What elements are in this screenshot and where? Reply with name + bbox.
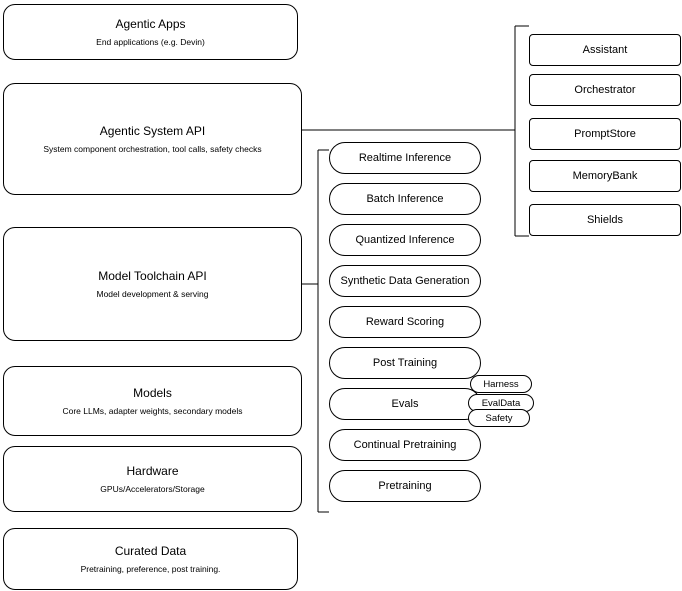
system-component-shields[interactable]	[529, 204, 681, 236]
stack-layer-title: Agentic Apps	[115, 16, 186, 31]
toolchain-item-label: Pretraining	[378, 480, 432, 492]
stack-layer-title: Model Toolchain API	[98, 268, 207, 283]
eval-sub-item-harness[interactable]	[470, 375, 532, 393]
system-component-label: Orchestrator	[574, 84, 636, 96]
toolchain-item-batch-inference[interactable]	[329, 183, 481, 215]
toolchain-item-post-training[interactable]	[329, 347, 481, 379]
system-component-label: Assistant	[582, 44, 628, 56]
toolchain-item-label: Quantized Inference	[355, 234, 455, 246]
stack-layer-model-toolchain-api[interactable]	[3, 227, 302, 341]
system-component-label: PromptStore	[574, 128, 636, 140]
toolchain-item-label: Post Training	[372, 357, 438, 369]
stack-layer-title: Models	[133, 385, 172, 400]
eval-sub-item-label: EvalData	[481, 397, 521, 409]
toolchain-item-label: Continual Pretraining	[353, 439, 457, 451]
toolchain-item-realtime-inference[interactable]	[329, 142, 481, 174]
toolchain-item-label: Realtime Inference	[358, 152, 452, 164]
system-component-promptstore[interactable]	[529, 118, 681, 150]
stack-layer-title: Hardware	[126, 463, 179, 478]
toolchain-item-label: Reward Scoring	[365, 316, 445, 328]
toolchain-item-reward-scoring[interactable]	[329, 306, 481, 338]
stack-layer-curated-data[interactable]	[3, 528, 298, 590]
stack-layer-title: Agentic System API	[99, 123, 206, 138]
stack-layer-subtitle: GPUs/Accelerators/Storage	[100, 483, 205, 494]
toolchain-item-label: Batch Inference	[366, 193, 444, 205]
eval-sub-item-label: Safety	[485, 412, 513, 424]
system-component-assistant[interactable]	[529, 34, 681, 66]
eval-sub-item-label: Harness	[483, 378, 519, 390]
toolchain-item-pretraining[interactable]	[329, 470, 481, 502]
toolchain-item-continual-pretraining[interactable]	[329, 429, 481, 461]
toolchain-item-label: Synthetic Data Generation	[340, 275, 470, 287]
toolchain-item-evals[interactable]	[329, 388, 481, 420]
stack-layer-subtitle: System component orchestration, tool calls, safety checks	[43, 143, 262, 154]
stack-layer-title: Curated Data	[114, 543, 187, 558]
eval-sub-item-safety[interactable]	[468, 409, 530, 427]
stack-layer-subtitle: End applications (e.g. Devin)	[96, 36, 205, 47]
stack-layer-subtitle: Pretraining, preference, post training.	[80, 563, 221, 574]
toolchain-item-synthetic-data-generation[interactable]	[329, 265, 481, 297]
toolchain-item-quantized-inference[interactable]	[329, 224, 481, 256]
system-component-orchestrator[interactable]	[529, 74, 681, 106]
system-component-memorybank[interactable]	[529, 160, 681, 192]
system-component-label: MemoryBank	[572, 170, 638, 182]
system-component-label: Shields	[586, 214, 624, 226]
stack-layer-agentic-system-api[interactable]	[3, 83, 302, 195]
stack-layer-agentic-apps[interactable]	[3, 4, 298, 60]
toolchain-item-label: Evals	[391, 398, 419, 410]
stack-layer-subtitle: Model development & serving	[96, 288, 209, 299]
stack-layer-models[interactable]	[3, 366, 302, 436]
stack-layer-subtitle: Core LLMs, adapter weights, secondary models	[62, 405, 243, 416]
stack-layer-hardware[interactable]	[3, 446, 302, 512]
